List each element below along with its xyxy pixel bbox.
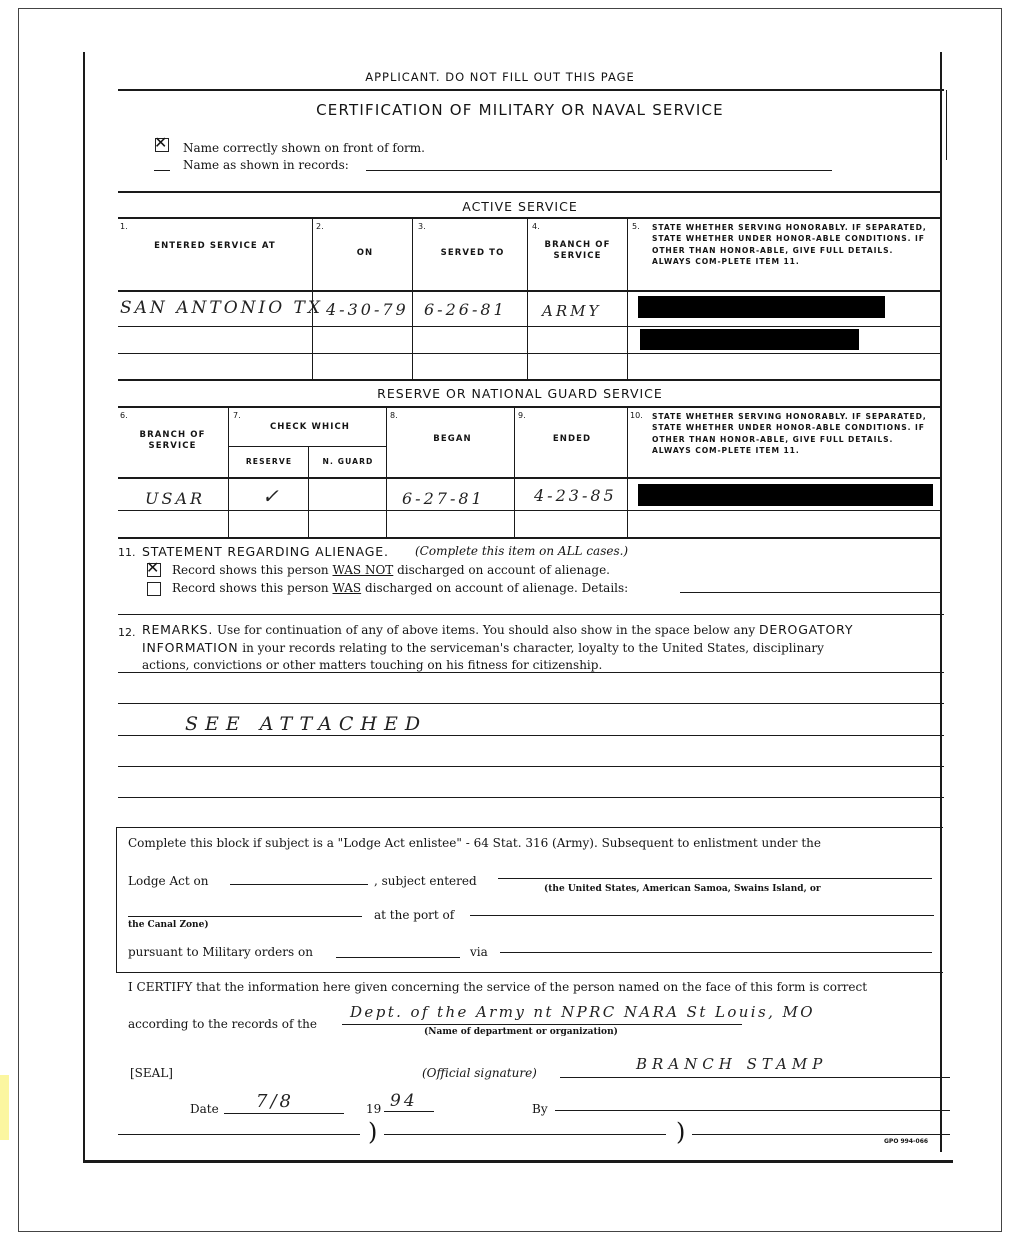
year-value: 94 — [390, 1091, 418, 1111]
item-6-number: 6. — [120, 411, 128, 420]
page-title: CERTIFICATION OF MILITARY OR NAVAL SERVICE — [316, 101, 724, 119]
lodge-line-1: Complete this block if subject is a "Lodge Act enlistee" - 64 Stat. 316 (Army). Subsequent to enlistment under the — [128, 836, 821, 850]
certify-text: I CERTIFY that the information here given concerning the service of the person named on the face of this form is correct — [128, 980, 868, 994]
branch-value: ARMY — [542, 302, 602, 320]
remarks-text-3: actions, convictions or other matters touching on his fitness for citizenship. — [142, 658, 603, 672]
date-field[interactable] — [224, 1113, 344, 1114]
active-col-divider-2 — [412, 218, 413, 380]
date-value: 7/8 — [256, 1091, 294, 1112]
item-2-number: 2. — [316, 222, 324, 231]
year-field[interactable] — [384, 1111, 434, 1112]
name-records-checkbox-line[interactable] — [154, 170, 170, 171]
redaction-active-1 — [638, 296, 885, 318]
lodge-act-on-label: Lodge Act on — [128, 874, 209, 888]
subject-entered-field-2[interactable] — [128, 916, 362, 917]
was-not-word: WAS NOT — [332, 563, 394, 577]
remarks-text-1: Use for continuation of any of above items. You should also show in the space below any — [216, 623, 756, 637]
was-pre: Record shows this person — [172, 581, 329, 595]
footer-code: GPO 994-066 — [884, 1138, 929, 1145]
ended-value: 4-23-85 — [534, 486, 617, 505]
rule-check-which — [228, 446, 386, 447]
remarks-information: INFORMATION — [142, 640, 239, 655]
entered-caption-1: (the United States, American Samoa, Swains Island, or — [544, 884, 821, 894]
reserve-branch-header: BRANCH OF SERVICE — [139, 430, 206, 451]
rule-reserve-bottom — [118, 537, 940, 539]
port-of-label: at the port of — [374, 908, 455, 922]
was-option — [172, 581, 628, 595]
entered-caption-2: the Canal Zone) — [128, 920, 209, 930]
began-header: BEGAN — [433, 434, 472, 444]
alienage-title: STATEMENT REGARDING ALIENAGE. — [142, 544, 389, 559]
alienage-number: 11. — [118, 546, 136, 559]
reserve-branch-value: USAR — [145, 489, 206, 508]
reserve-col-divider-2 — [308, 446, 309, 537]
department-field[interactable] — [342, 1024, 742, 1025]
ended-header: ENDED — [552, 434, 592, 444]
remarks-rule-1 — [118, 672, 944, 673]
via-label: via — [470, 945, 488, 959]
was-checkbox[interactable] — [147, 582, 161, 596]
remarks-rule-5 — [118, 797, 944, 798]
lodge-act-on-field[interactable] — [230, 884, 368, 885]
subject-entered-field[interactable] — [498, 878, 932, 879]
signature-label: (Official signature) — [422, 1066, 537, 1080]
bottom-bracket-right: ) — [676, 1118, 686, 1146]
began-value: 6-27-81 — [402, 489, 485, 508]
rule-active-top — [118, 191, 940, 193]
was-not-post: discharged on account of alienage. — [397, 563, 610, 577]
was-not-pre: Record shows this person — [172, 563, 329, 577]
item-1-number: 1. — [120, 222, 128, 231]
item-9-number: 9. — [518, 411, 526, 420]
remarks-line-1 — [142, 622, 932, 637]
military-orders-field[interactable] — [336, 957, 460, 958]
rule-header — [118, 89, 944, 91]
bottom-line-mid — [384, 1134, 666, 1135]
reserve-col-divider-1 — [228, 407, 229, 537]
guard-col-header: N. GUARD — [322, 457, 374, 466]
check-which-header: CHECK WHICH — [269, 422, 351, 432]
department-handwritten: Dept. of the Army nt NPRC NARA St Louis, MO — [350, 1003, 815, 1021]
alienage-note: (Complete this item on ALL cases.) — [415, 544, 629, 558]
frame-right-edge — [946, 90, 947, 160]
instruction-text: APPLICANT. DO NOT FILL OUT THIS PAGE — [365, 70, 635, 84]
remarks-rule-2 — [118, 703, 944, 704]
rule-reserve-head — [118, 406, 940, 408]
signature-handwritten: BRANCH STAMP — [636, 1055, 828, 1073]
alienage-details-field[interactable] — [680, 592, 942, 593]
item-4-number: 4. — [532, 222, 540, 231]
scan-yellow-strip — [0, 1075, 9, 1140]
name-records-label: Name as shown in records: — [183, 158, 349, 172]
remarks-rule-4 — [118, 766, 944, 767]
rule-active-row-top — [118, 290, 940, 292]
served-to-header: SERVED TO — [440, 248, 505, 258]
remarks-title: REMARKS. — [142, 622, 214, 637]
on-header: ON — [356, 248, 374, 258]
reserve-col-divider-4 — [514, 407, 515, 537]
bottom-line-right — [692, 1134, 950, 1135]
bottom-bracket-left: ) — [368, 1118, 378, 1146]
active-service-title: ACTIVE SERVICE — [462, 199, 578, 214]
frame-bottom — [83, 1160, 953, 1163]
redaction-reserve — [638, 484, 933, 506]
military-orders-label: pursuant to Military orders on — [128, 945, 313, 959]
reserve-check-value: ✓ — [262, 484, 282, 508]
remarks-number: 12. — [118, 626, 136, 639]
signature-field[interactable] — [560, 1077, 950, 1078]
rule-active-row-2 — [118, 353, 940, 354]
frame-right — [940, 52, 942, 1152]
was-not-check-mark: ✕ — [146, 558, 160, 577]
active-col-divider-3 — [527, 218, 528, 380]
department-caption: (Name of department or organization) — [424, 1027, 618, 1037]
remarks-derogatory: DEROGATORY — [758, 622, 854, 637]
bottom-line-left — [118, 1134, 360, 1135]
by-field[interactable] — [555, 1110, 950, 1111]
rule-reserve-row-1 — [118, 510, 940, 511]
by-label: By — [532, 1102, 548, 1116]
via-field[interactable] — [500, 952, 932, 953]
item-10-number: 10. — [630, 411, 643, 420]
rule-reserve-top — [118, 379, 940, 381]
item-8-number: 8. — [390, 411, 398, 420]
was-not-option — [172, 563, 610, 577]
reserve-col-header: RESERVE — [245, 457, 293, 466]
rule-reserve-row-top — [118, 477, 940, 479]
reserve-honorably-header: STATE WHETHER SERVING HONORABLY. IF SEPARATED, STATE WHETHER UNDER HONOR-ABLE CONDITIONS. IF OTHER THAN HONOR-ABLE, GIVE FULL DETAILS. ALWAYS COM-PLETE ITEM 11. — [652, 412, 927, 455]
item-7-number: 7. — [233, 411, 241, 420]
reserve-col-divider-3 — [386, 407, 387, 537]
remarks-rule-3 — [118, 735, 944, 736]
reserve-col-divider-5 — [627, 407, 628, 537]
branch-of-service-header: BRANCH OF SERVICE — [544, 240, 611, 261]
item-5-number: 5. — [632, 222, 640, 231]
name-correct-check-mark: ✕ — [154, 133, 168, 152]
according-label: according to the records of the — [128, 1017, 317, 1031]
was-post: discharged on account of alienage. Details: — [364, 581, 629, 595]
rule-active-head — [118, 217, 940, 219]
entered-service-value: SAN ANTONIO TX — [120, 298, 324, 318]
active-col-divider-4 — [627, 218, 628, 380]
subject-entered-label: , subject entered — [374, 874, 477, 888]
item-3-number: 3. — [418, 222, 426, 231]
reserve-service-title: RESERVE OR NATIONAL GUARD SERVICE — [377, 386, 663, 401]
remarks-text-2: in your records relating to the serviceman's character, loyalty to the United States, disciplinary — [242, 641, 824, 655]
remarks-handwritten: SEE ATTACHED — [185, 713, 428, 735]
seal-label: [SEAL] — [130, 1066, 173, 1080]
name-correct-label: Name correctly shown on front of form. — [183, 141, 425, 155]
rule-active-row-1 — [118, 326, 940, 327]
name-records-field[interactable] — [366, 170, 832, 171]
rule-alienage-bottom — [118, 614, 944, 615]
port-of-field[interactable] — [470, 915, 934, 916]
year-prefix: 19 — [366, 1102, 382, 1116]
remarks-line-2 — [142, 640, 932, 655]
was-word: WAS — [332, 581, 362, 595]
redaction-active-2 — [640, 329, 859, 350]
served-to-value: 6-26-81 — [424, 300, 507, 319]
date-label: Date — [190, 1102, 219, 1116]
active-honorably-header: STATE WHETHER SERVING HONORABLY. IF SEPARATED, STATE WHETHER UNDER HONOR-ABLE CONDITIONS. IF OTHER THAN HONOR-ABLE, GIVE FULL DETAILS. ALWAYS COM-PLETE ITEM 11. — [652, 223, 927, 266]
on-value: 4-30-79 — [326, 300, 409, 319]
entered-service-header: ENTERED SERVICE AT — [154, 241, 276, 251]
